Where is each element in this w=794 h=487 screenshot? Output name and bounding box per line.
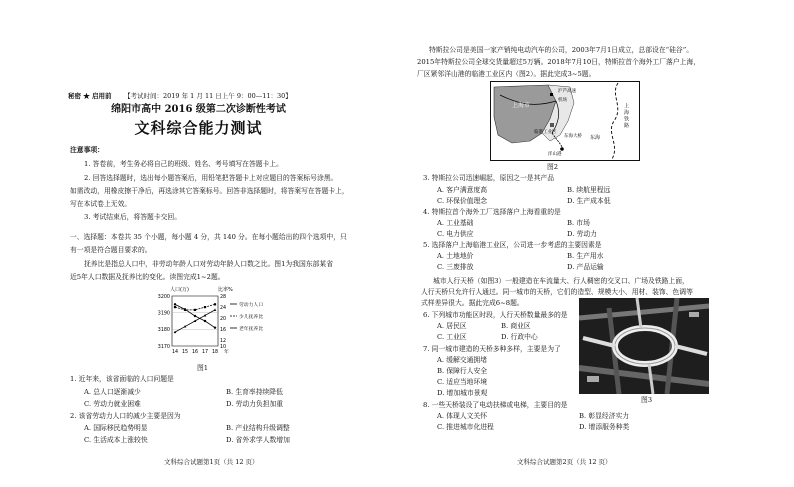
map-caption: 图2 <box>547 163 559 171</box>
q2-option-d: D. 省外求学人数增加 <box>226 436 290 444</box>
q3-stem: 3. 特斯拉公司迅速崛起，原因之一是其产品 <box>423 174 554 182</box>
note-2: 2. 回答选择题时，选出每小题答案后，用铅笔把答题卡上对应题目的答案标号涂黑。 <box>84 174 338 182</box>
y-left-label: 人口(万) <box>170 287 189 293</box>
data-point <box>214 308 217 310</box>
y-left-tick: 3190 <box>157 311 170 317</box>
q8-option-a: A. 体现人文关怀 <box>437 412 488 420</box>
y-right-tick: 20 <box>220 317 227 323</box>
bridge-intro-1: 城市人行天桥（如图3）一般建造在车流量大、行人稠密的交叉口、广场及铁路上面， <box>433 277 689 285</box>
page-footer-1: 文科综合试题第1页（共 12 页） <box>164 458 259 466</box>
map-city-label: 上海市 <box>512 102 531 109</box>
photo-caption: 图3 <box>641 396 653 404</box>
right-page <box>397 0 794 487</box>
q1-option-b: B. 生育率持续降低 <box>226 388 283 396</box>
q5-option-c: C. 三废排放 <box>437 263 474 271</box>
legend-label: 少儿抚养比 <box>239 314 263 320</box>
q4-option-b: B. 市场 <box>567 219 590 227</box>
map-rail-label: 上 海 铁 路 <box>623 103 629 128</box>
map-industrial-label: 临港工业区 <box>534 130 557 135</box>
q6-option-d: D. 行政中心 <box>501 333 538 341</box>
map-port-label: 洋山港 <box>548 152 562 157</box>
secret-mark: 秘密 ★ 启用前 <box>68 92 112 100</box>
section1-line2: 有一项是符合题目要求的。 <box>70 246 152 254</box>
q4-option-d: D. 劳动力 <box>567 230 597 238</box>
section1-line1: 一、选择题：本卷共 35 个小题，每小题 4 分，共 140 分。在每小题给出的四个选项中，只 <box>70 233 347 241</box>
data-point <box>184 309 186 311</box>
map-airport-label: 机场 <box>558 98 567 103</box>
y-left-tick: 3180 <box>157 328 170 334</box>
data-point <box>174 306 176 308</box>
q4-option-a: A. 工业基础 <box>437 219 474 227</box>
map-road-label: 沪芦高速 <box>558 89 576 94</box>
bridge-intro-2: 人行天桥只允许行人通过。同一城市的天桥，它们的造型、规模大小、用材、装饰、色调等 <box>421 288 693 296</box>
q1-option-c: C. 劳动力就业困难 <box>84 400 141 408</box>
q2-option-c: C. 生活成本上涨较快 <box>84 436 148 444</box>
tesla-intro-3: 厂区紧邻洋山港的临港工业区内（图2）。据此完成3~5题。 <box>417 70 596 78</box>
chart-caption: 图1 <box>197 364 209 372</box>
q1-stem: 1. 近年来，该省面临的人口问题是 <box>70 375 174 383</box>
q3-option-b: B. 续航里程远 <box>567 186 611 194</box>
population-chart <box>142 284 277 362</box>
data-point <box>204 306 206 308</box>
q2-option-a: A. 国际移民趋势明显 <box>84 424 148 432</box>
x-tick: 18 <box>211 350 219 355</box>
page-footer-2: 文科综合试题第2页（共 12 页） <box>517 458 612 466</box>
q6-stem: 6. 下列城市功能区时段，人行天桥数量最多的是 <box>423 311 568 319</box>
x-tick: 16 <box>191 350 199 355</box>
q4-stem: 4. 特斯拉首个海外工厂选择落户上海看重的是 <box>423 208 561 216</box>
map-bridge-label: 东海大桥 <box>564 134 582 139</box>
y-right-tick: 12 <box>220 339 227 345</box>
q2-option-b: B. 产业结构升级调整 <box>226 424 290 432</box>
q6-option-b: B. 商业区 <box>501 322 531 330</box>
paper-title: 文科综合能力测试 <box>134 119 263 137</box>
data-point <box>204 320 206 322</box>
data-point <box>214 326 216 328</box>
note-2b: 如需改动，用橡皮擦干净后，再选涂其它答案标号。回答非选择题时，将答案写在答题卡上， <box>70 187 349 195</box>
exam-title: 绵阳市高中 2016 级第二次诊断性考试 <box>111 104 286 115</box>
q6-option-c: C. 工业区 <box>437 333 467 341</box>
y-right-tick: 16 <box>220 328 227 334</box>
q6-option-a: A. 居民区 <box>437 322 467 330</box>
q7-option-b: B. 保障行人安全 <box>437 367 488 375</box>
q1-option-d: D. 劳动力负担加重 <box>226 400 284 408</box>
q3-option-c: C. 环保价值理念 <box>437 197 488 205</box>
y-right-tick: 10 <box>220 344 227 350</box>
q7-option-a: A. 缓解交通拥堵 <box>437 356 488 364</box>
notes-heading: 注意事项： <box>70 146 104 154</box>
y-right-tick: 28 <box>220 294 227 300</box>
note-1: 1. 答卷前，考生务必将自己的班级、姓名、考号填写在答题卡上。 <box>84 160 283 168</box>
y-right-label: 比率% <box>218 287 233 293</box>
x-tick: 14 <box>171 350 179 355</box>
q1-option-a: A. 总人口逐渐减少 <box>84 388 141 396</box>
data-point <box>174 303 176 305</box>
y-left-tick: 3200 <box>157 294 170 300</box>
q3-option-a: A. 客户满意度高 <box>437 186 488 194</box>
note-2c: 写在本试卷上无效。 <box>70 200 132 208</box>
x-axis-label: 年 <box>224 350 229 355</box>
y-left-tick: 3170 <box>157 344 170 350</box>
q7-option-c: C. 适应当地环境 <box>437 378 488 386</box>
bridge-intro-3: 式样差异很大。据此完成6~8题。 <box>421 299 524 307</box>
q3-option-d: D. 生产成本低 <box>567 197 611 205</box>
tesla-intro-1: 特斯拉公司是美国一家产销纯电动汽车的公司，2003年7月1日成立，总部设在“硅谷”。 <box>429 46 693 54</box>
q5-stem: 5. 选择落户上海临港工业区，公司进一步考虑的主要因素是 <box>423 241 602 249</box>
data-point <box>214 303 216 305</box>
data-point <box>194 309 196 311</box>
note-3: 3. 考试结束后，将答题卡交回。 <box>84 213 182 221</box>
pedestrian-bridge-photo <box>579 298 709 394</box>
q8-option-b: B. 彰显经济实力 <box>579 412 630 420</box>
legend-label: 老年抚养比 <box>239 326 263 332</box>
q7-stem: 7. 同一城市建造的天桥多种多样，主要是为了 <box>423 345 561 353</box>
data-point <box>194 315 196 317</box>
q8-option-d: D. 增添服务种类 <box>579 423 630 431</box>
map-sea-label: 东海 <box>590 135 601 141</box>
q2-stem: 2. 该省劳动力人口的减少主要是因为 <box>70 412 181 420</box>
q7-option-d: D. 增加城市景观 <box>437 389 488 397</box>
passage-line2: 近5年人口数据及抚养比的变化。读图完成1~2题。 <box>70 273 225 281</box>
y-right-tick: 24 <box>220 305 227 311</box>
q5-option-a: A. 土地地价 <box>437 252 474 260</box>
q4-option-c: C. 电力供应 <box>437 230 474 238</box>
tesla-intro-2: 2015年特斯拉公司全球交货量超过5万辆。2018年7月10日，特斯拉首个海外工厂落户上海， <box>417 58 700 66</box>
q5-option-d: D. 产品运输 <box>567 263 604 271</box>
x-tick: 15 <box>181 350 189 355</box>
exam-time: 【考试时间：2019 年 1 月 11 日上午 9：00—11：30】 <box>124 92 292 100</box>
q5-option-b: B. 生产用水 <box>567 252 604 260</box>
passage-line1: 抚养比是指总人口中，非劳动年龄人口对劳动年龄人口数之比。图1为我国东部某省 <box>84 260 334 268</box>
q8-option-c: C. 推进城市化进程 <box>437 423 494 431</box>
q8-stem: 8. 一些天桥装设了电动扶梯或电梯，主要目的是 <box>423 401 568 409</box>
x-tick: 17 <box>201 350 209 355</box>
shanghai-map <box>490 81 640 161</box>
legend-label: 劳动力人口 <box>239 302 263 308</box>
